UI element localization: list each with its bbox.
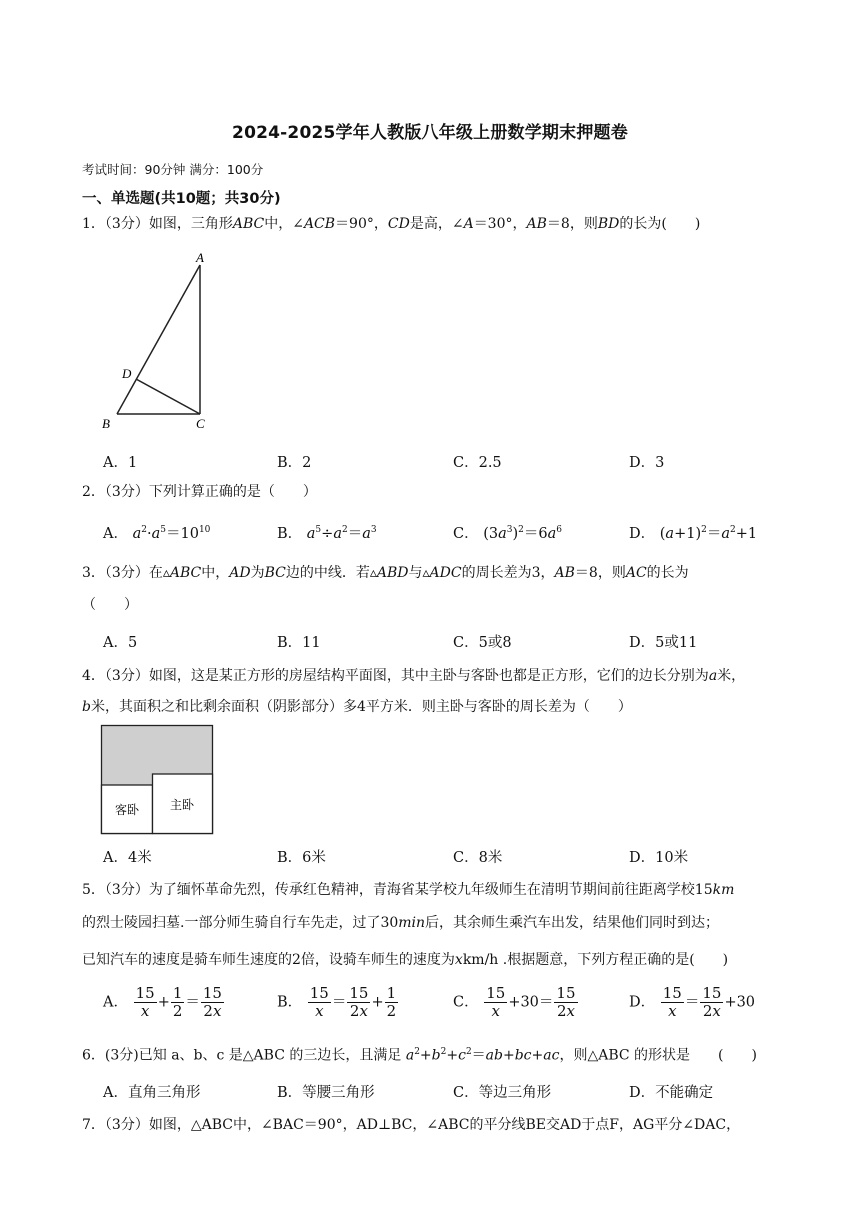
q6-option-c[interactable]: C．等边三角形 bbox=[453, 1085, 552, 1101]
q2-option-a[interactable]: A． $a^2\cdot a^5=10^{10}$ bbox=[103, 525, 211, 542]
question-1: 1．（3分）如图，三角形ABC中，∠ACB＝90°，CD是高，∠A＝30°，AB＝8，则BD的长为( ) bbox=[82, 216, 701, 232]
q2-option-d[interactable]: D． $(a+1)^2=a^2+1$ bbox=[629, 525, 758, 542]
question-3-line2: （ ） bbox=[82, 597, 138, 613]
q3-option-b[interactable]: B．11 bbox=[277, 635, 321, 651]
q3-option-d[interactable]: D．5或11 bbox=[629, 635, 698, 651]
q4-option-b[interactable]: B．6米 bbox=[277, 850, 326, 866]
q1-option-b[interactable]: B．2 bbox=[277, 455, 312, 471]
q5-option-d[interactable]: D． $\frac{15}{x}$ ＝ $\frac{15}{2x}$ +30 bbox=[629, 984, 756, 1020]
q6-option-d[interactable]: D．不能确定 bbox=[629, 1085, 714, 1101]
room-master-label: 主卧 bbox=[169, 798, 195, 812]
question-3: 3．（3分）在▵ABC中，AD为BC边的中线．若▵ABD与▵ADC的周长差为3，AB＝8，则AC的长为 bbox=[82, 565, 689, 581]
question-7: 7．（3分）如图，△ABC中，∠BAC＝90°，AD⊥BC，∠ABC的平分线BE交AD于点F，AG平分∠DAC， bbox=[82, 1117, 741, 1133]
q2-option-b[interactable]: B． $a^5\div a^2=a^3$ bbox=[277, 525, 377, 542]
q3-option-c[interactable]: C．5或8 bbox=[453, 635, 512, 651]
question-4-line2: b米，其面积之和比剩余面积（阴影部分）多4平方米．则主卧与客卧的周长差为（ ） bbox=[82, 699, 632, 715]
label-D: D bbox=[122, 366, 132, 381]
label-B: B bbox=[102, 416, 110, 431]
section-heading: 一、单选题(共10题；共30分) bbox=[82, 191, 281, 207]
room-guest-label: 客卧 bbox=[114, 803, 140, 817]
q4-option-a[interactable]: A．4米 bbox=[103, 850, 152, 866]
q5-option-b[interactable]: B． $\frac{15}{x}$ ＝ $\frac{15}{2x}$ + $\frac{1}{2}$ bbox=[277, 984, 397, 1020]
q1-option-c[interactable]: C．2.5 bbox=[453, 455, 502, 471]
question-5-line3: 已知汽车的速度是骑车师生速度的2倍，设骑车师生的速度为xkm/h .根据题意，下列方程正确的是( ) bbox=[82, 952, 729, 968]
floorplan-figure bbox=[100, 724, 216, 836]
q2-option-c[interactable]: C． $(3a^3)^2=6a^6$ bbox=[453, 525, 563, 542]
q1-option-d[interactable]: D．3 bbox=[629, 455, 665, 471]
q6-option-b[interactable]: B．等腰三角形 bbox=[277, 1085, 375, 1101]
q6-option-a[interactable]: A．直角三角形 bbox=[103, 1085, 201, 1101]
label-C: C bbox=[196, 416, 205, 431]
exam-meta: 考试时间：90分钟 满分：100分 bbox=[82, 162, 264, 177]
triangle-figure bbox=[96, 246, 226, 436]
question-6: 6．(3分)已知 a、b、c 是△ABC 的三边长，且满足 $a^2+b^2+c^2=ab+bc+ac$，则△ABC 的形状是 ( ) bbox=[82, 1047, 757, 1064]
page-title: 2024-2025学年人教版八年级上册数学期末押题卷 bbox=[232, 123, 628, 143]
q5-option-c[interactable]: C． $\frac{15}{x}$ +30＝ $\frac{15}{2x}$ bbox=[453, 984, 576, 1020]
q3-option-a[interactable]: A．5 bbox=[103, 635, 138, 651]
question-4: 4．（3分）如图，这是某正方形的房屋结构平面图，其中主卧与客卧也都是正方形，它们的边长分别为a米， bbox=[82, 668, 746, 684]
label-A: A bbox=[196, 250, 204, 265]
question-2: 2．（3分）下列计算正确的是（ ） bbox=[82, 484, 317, 500]
q1-option-a[interactable]: A．1 bbox=[103, 455, 138, 471]
question-5: 5．（3分）为了缅怀革命先烈，传承红色精神，青海省某学校九年级师生在清明节期间前往距离学校15km bbox=[82, 882, 735, 898]
q4-option-d[interactable]: D．10米 bbox=[629, 850, 689, 866]
question-5-line2: 的烈士陵园扫墓.一部分师生骑自行车先走，过了30min后，其余师生乘汽车出发，结果他们同时到达； bbox=[82, 915, 720, 931]
q4-option-c[interactable]: C．8米 bbox=[453, 850, 503, 866]
q5-option-a[interactable]: A． $\frac{15}{x}$ + $\frac{1}{2}$ ＝ $\frac{15}{2x}$ bbox=[103, 984, 222, 1020]
